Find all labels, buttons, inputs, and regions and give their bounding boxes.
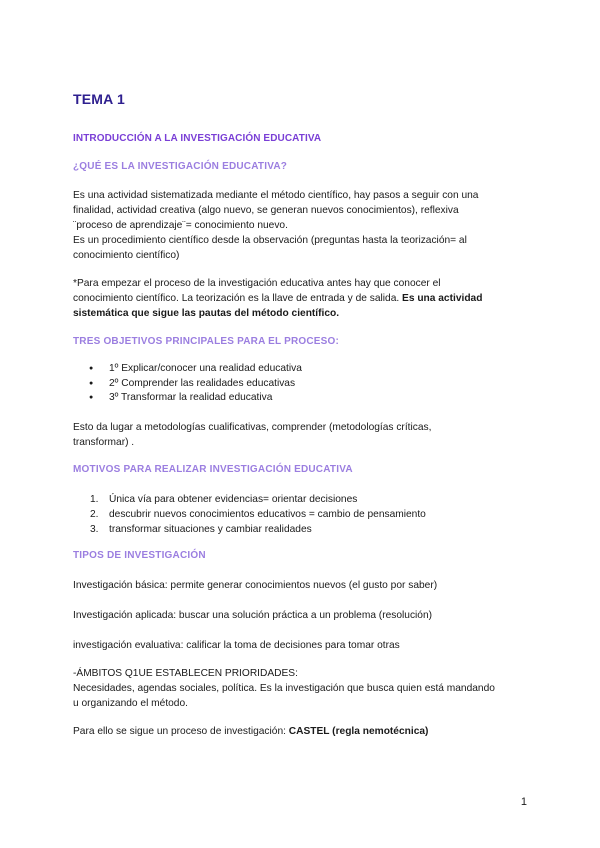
objectives-heading: TRES OBJETIVOS PRINCIPALES PARA EL PROCESO:	[73, 336, 340, 347]
paragraph-line: Es una actividad sistematizada mediante el método científico, hay pasos a seguir con una	[73, 190, 479, 201]
list-item	[90, 492, 543, 507]
type-evaluative: investigación evaluativa: calificar la toma de decisiones para tomar otras	[73, 640, 400, 651]
paragraph-definition	[73, 188, 543, 263]
paragraph-methodologies	[73, 420, 543, 450]
paragraph-line: Esto da lugar a metodologías cualificativas, comprender (metodologías críticas,	[73, 422, 432, 433]
paragraph-line	[73, 291, 543, 306]
page-title: TEMA 1	[73, 91, 126, 107]
list-text: Única vía para obtener evidencias= orientar decisiones	[109, 494, 358, 505]
text-bold: Es una actividad	[402, 293, 483, 304]
list-item	[90, 507, 543, 522]
paragraph-line: Necesidades, agendas sociales, política. Es la investigación que busca quien está mandando	[73, 683, 495, 694]
paragraph-process	[73, 276, 543, 321]
paragraph-line	[73, 306, 543, 321]
text-normal: Para ello se sigue un proceso de investigación:	[73, 726, 289, 737]
objectives-list-wrap	[73, 362, 543, 406]
intro-heading: INTRODUCCIÓN A LA INVESTIGACIÓN EDUCATIVA	[73, 133, 322, 144]
list-item: ● 3º Transformar la realidad educativa	[109, 391, 543, 406]
paragraph-castel	[73, 724, 543, 739]
page-number: 1	[520, 796, 527, 808]
castel-term: CASTEL (regla nemotécnica)	[288, 726, 429, 737]
paragraph-line: u organizando el método.	[73, 698, 188, 709]
paragraph-line: finalidad, actividad creativa (algo nuevo, se generan nuevos conocimientos), reflexiva	[73, 205, 459, 216]
paragraph-line: Es un procedimiento científico desde la observación (preguntas hasta la teorización= al	[73, 235, 467, 246]
list-text: descubrir nuevos conocimientos educativos = cambio de pensamiento	[109, 509, 426, 520]
paragraph-line: ¨proceso de aprendizaje¨= conocimiento nuevo.	[73, 220, 288, 231]
list-text: transformar situaciones y cambiar realidades	[109, 524, 312, 535]
objectives-list	[73, 362, 543, 406]
list-item: ● 2º Comprender las realidades educativas	[109, 377, 543, 392]
motives-heading: MOTIVOS PARA REALIZAR INVESTIGACIÓN EDUCATIVA	[73, 464, 353, 475]
list-number: 3.	[90, 524, 99, 535]
text-bold: sistemática que sigue las pautas del método científico.	[73, 308, 340, 319]
list-number: 1.	[90, 494, 99, 505]
question-heading: ¿QUÉ ES LA INVESTIGACIÓN EDUCATIVA?	[73, 161, 288, 172]
paragraph-line: conocimiento científico)	[73, 250, 180, 261]
text-normal: conocimiento científico. La teorización es la llave de entrada y de salida.	[73, 293, 403, 304]
types-heading: TIPOS DE INVESTIGACIÓN	[73, 550, 206, 561]
paragraph-line: transformar) .	[73, 437, 135, 448]
type-basic: Investigación básica: permite generar conocimientos nuevos (el gusto por saber)	[73, 580, 438, 591]
paragraph-scopes	[73, 666, 543, 711]
list-number: 2.	[90, 509, 99, 520]
motives-list-wrap	[73, 492, 543, 537]
type-applied: Investigación aplicada: buscar una solución práctica a un problema (resolución)	[73, 610, 433, 621]
paragraph-line: -ÁMBITOS Q1UE ESTABLECEN PRIORIDADES:	[73, 668, 298, 679]
list-item: ● 1º Explicar/conocer una realidad educativa	[109, 362, 543, 377]
paragraph-line: *Para empezar el proceso de la investigación educativa antes hay que conocer el	[73, 278, 441, 289]
list-item	[90, 522, 543, 537]
motives-list	[73, 492, 543, 537]
